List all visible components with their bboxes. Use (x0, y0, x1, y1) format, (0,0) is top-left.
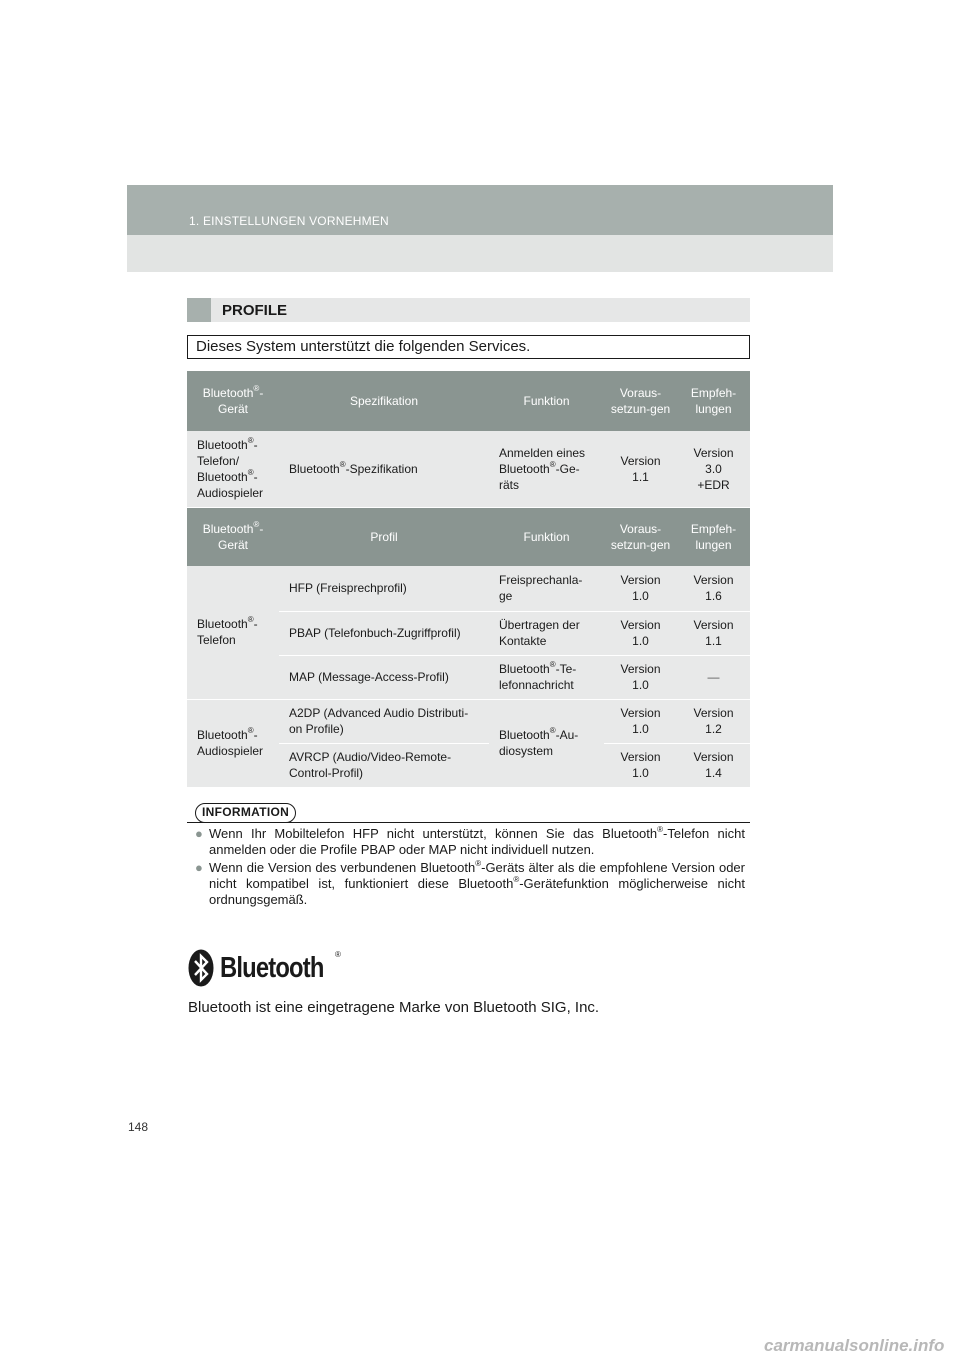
section-marker (187, 298, 211, 322)
header-function: Funktion (489, 371, 604, 431)
dash-symbol: — (707, 670, 720, 684)
cell-requirement: Version 1.0 (604, 699, 677, 743)
header-recommendations: Empfeh-lungen (677, 371, 750, 431)
cell-recommendation: Version 1.2 (677, 699, 750, 743)
chapter-title: 1. EINSTELLUNGEN VORNEHMEN (189, 214, 389, 228)
watermark: carmanualsonline.info (764, 1336, 945, 1355)
chapter-header-band (127, 185, 833, 272)
page-number: 148 (128, 1120, 149, 1134)
cell-requirement: Version 1.0 (604, 611, 677, 655)
cell-device: Bluetooth®- Telefon/ Bluetooth®- Audiospieler (187, 431, 279, 507)
cell-spec: Bluetooth®-Spezifikation (279, 431, 489, 507)
information-label: INFORMATION (195, 803, 296, 823)
bullet-icon: ● (195, 826, 203, 841)
profile-table (187, 508, 750, 787)
cell-recommendation: Version 1.1 (677, 611, 750, 655)
intro-box: Dieses System unterstützt die folgenden Services. (187, 335, 750, 359)
cell-function: Freisprechanla- ge (489, 566, 604, 611)
list-item: ● Wenn Ihr Mobiltelefon HFP nicht unterstützt, können Sie das Bluetooth®-Telefon nicht anmelden oder die Profile PBAP oder MAP nicht individuell nutzen. (195, 824, 745, 857)
header-device: Bluetooth®- Gerät (187, 371, 279, 431)
table-row (187, 699, 750, 743)
cell-function: Bluetooth®-Te- lefonnachricht (489, 655, 604, 699)
profile-table-header (187, 508, 750, 566)
information-divider (187, 822, 750, 823)
cell-profile: MAP (Message-Access-Profil) (279, 655, 489, 699)
header-requirements: Voraus-setzun-gen (604, 508, 677, 566)
table-row (187, 566, 750, 611)
cell-function: Anmelden eines Bluetooth®-Ge- räts (489, 431, 604, 507)
cell-profile: A2DP (Advanced Audio Distributi- on Profile) (279, 699, 489, 743)
header-recommendations: Empfeh-lungen (677, 508, 750, 566)
cell-recommendation: Version 3.0 +EDR (677, 431, 750, 507)
cell-recommendation (677, 655, 750, 699)
bluetooth-wordmark: Bluetooth (220, 951, 324, 984)
section-heading (187, 298, 750, 322)
cell-requirement: Version 1.1 (604, 431, 677, 507)
section-title: PROFILE (222, 302, 288, 319)
bluetooth-logo (188, 948, 346, 988)
header-device: Bluetooth®- Gerät (187, 508, 279, 566)
header-function: Funktion (489, 508, 604, 566)
cell-device-audiospieler: Bluetooth®- Audiospieler (187, 699, 279, 787)
bluetooth-icon (188, 949, 214, 987)
cell-requirement: Version 1.0 (604, 655, 677, 699)
cell-recommendation: Version 1.6 (677, 566, 750, 611)
cell-function-audio: Bluetooth®-Au- diosystem (489, 699, 604, 787)
cell-profile: PBAP (Telefonbuch-Zugriffprofil) (279, 611, 489, 655)
trademark-note: Bluetooth ist eine eingetragene Marke von Bluetooth SIG, Inc. (188, 999, 600, 1016)
bullet-icon: ● (195, 860, 203, 875)
chapter-header-top (127, 185, 833, 235)
cell-recommendation: Version 1.4 (677, 743, 750, 787)
cell-requirement: Version 1.0 (604, 566, 677, 611)
information-list (195, 826, 745, 910)
cell-function: Übertragen der Kontakte (489, 611, 604, 655)
list-item: ● Wenn die Version des verbundenen Bluetooth®-Geräts älter als die empfohlene Version oder nicht kompatibel ist, funktioniert diese Bluetooth®-Gerätefunktion möglicherweise nicht ordnungsgemäß. (195, 858, 745, 907)
registered-mark: ® (335, 950, 341, 959)
cell-requirement: Version 1.0 (604, 743, 677, 787)
header-requirements: Voraus-setzun-gen (604, 371, 677, 431)
spec-table-header (187, 371, 750, 431)
spec-table (187, 371, 750, 507)
cell-device-telefon: Bluetooth®- Telefon (187, 566, 279, 699)
header-spec: Spezifikation (279, 371, 489, 431)
header-profile: Profil (279, 508, 489, 566)
cell-profile: HFP (Freisprechprofil) (279, 566, 489, 611)
table-row (187, 431, 750, 507)
cell-profile: AVRCP (Audio/Video-Remote- Control-Profil) (279, 743, 489, 787)
